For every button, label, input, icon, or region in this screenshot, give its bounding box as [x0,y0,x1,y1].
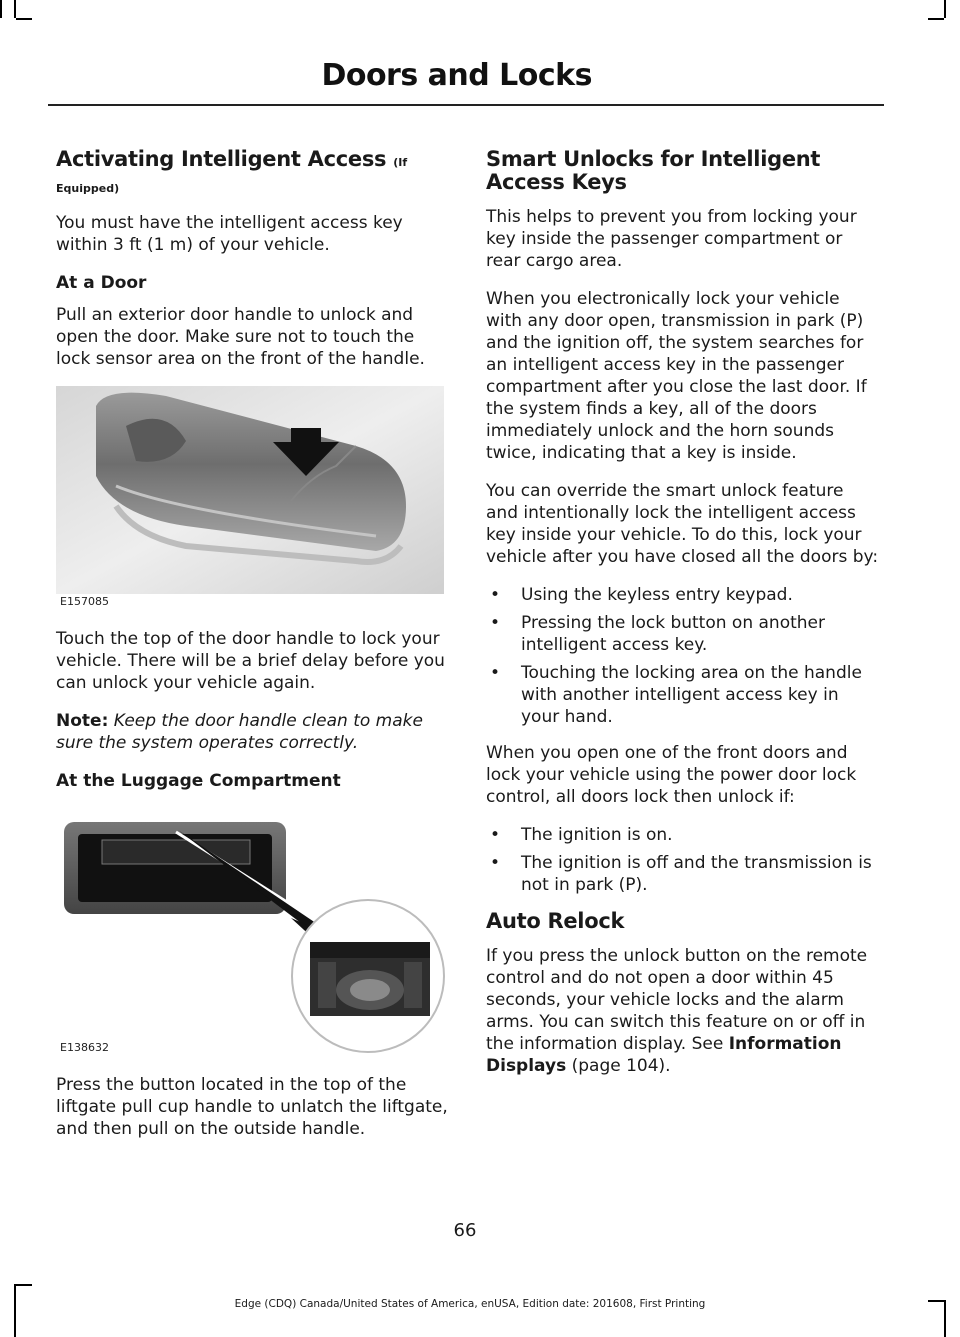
page-number: 66 [453,1220,477,1241]
list-item: • Pressing the lock button on another intelligent access key. [486,612,880,656]
door-handle-illustration [56,386,444,608]
crop-mark [944,0,946,18]
section-heading-smart-unlocks: Smart Unlocks for Intelligent Access Keys [486,147,821,194]
heading-qualifier: (If [393,156,408,169]
crop-mark [928,18,944,20]
crop-mark [14,0,16,18]
subheading-at-a-door: At a Door [56,273,147,293]
heading-main: Activating Intelligent Access [56,147,387,171]
list-item: • The ignition is on. [486,824,880,846]
note-label: Note: [56,711,109,731]
list-item: • The ignition is off and the transmission is not in park (P). [486,852,880,896]
paragraph: Press the button located in the top of the liftgate pull cup handle to unlatch the liftgate, and then pull on the outside handle. [56,1075,448,1139]
liftgate-handle-illustration [56,802,448,1054]
paragraph: Pull an exterior door handle to unlock and open the door. Make sure not to touch the lock sensor area on the front of the handle. [56,305,425,369]
paragraph: You must have the intelligent access key within 3 ft (1 m) of your vehicle. [56,213,403,255]
note-text: Keep the door handle clean to make sure the system operates correctly. [56,711,423,753]
section-heading-intelligent-access [56,148,448,200]
page-reference: (page 104). [571,1056,671,1076]
list-item: • Touching the locking area on the handle with another intelligent access key in your hand. [486,662,880,728]
bullet-list [486,584,880,728]
figure-code: E138632 [60,1041,109,1054]
figure-liftgate-handle [56,802,448,1054]
note [56,710,448,754]
list-item: • Using the keyless entry keypad. [486,584,880,606]
header-divider [48,104,884,106]
page-title: Doors and Locks [321,58,592,93]
crop-mark [0,0,2,18]
crop-mark [14,1284,16,1337]
figure-code: E157085 [60,595,109,608]
paragraph: When you open one of the front doors and lock your vehicle using the power door lock control, all doors lock then unlock if: [486,743,857,807]
crop-mark [16,18,32,20]
right-column [486,140,880,1093]
heading-qualifier-cont: Equipped) [56,182,120,195]
left-column [56,140,448,1156]
paragraph: This helps to prevent you from locking your key inside the passenger compartment or rear cargo area. [486,207,857,271]
figure-door-handle [56,386,444,608]
paragraph [486,945,880,1077]
section-heading-auto-relock: Auto Relock [486,909,625,933]
cross-reference-link[interactable]: Information Displays [486,1034,842,1076]
crop-mark [944,1300,946,1337]
paragraph: You can override the smart unlock feature and intentionally lock the intelligent access key inside your vehicle. To do this, lock your vehicle after you have closed all the doors by: [486,481,879,567]
paragraph: When you electronically lock your vehicle with any door open, transmission in park (P) and the ignition off, the system searches for an intelligent access key in the passenger compartment after you close the last door. If the system finds a key, all of the doors immediately unlock and the horn sounds twice, indicating that a key is inside. [486,289,867,463]
paragraph-text: If you press the unlock button on the remote control and do not open a door within 45 seconds, your vehicle locks and the alarm arms. You can switch this feature on or off in the information display. See [486,946,868,1054]
subheading-luggage-compartment: At the Luggage Compartment [56,771,341,791]
footer-text: Edge (CDQ) Canada/United States of America, enUSA, Edition date: 201608, First Printing [234,1298,706,1310]
crop-mark [16,1284,32,1286]
paragraph: Touch the top of the door handle to lock your vehicle. There will be a brief delay before you can unlock your vehicle again. [56,629,445,693]
bullet-list [486,824,880,896]
